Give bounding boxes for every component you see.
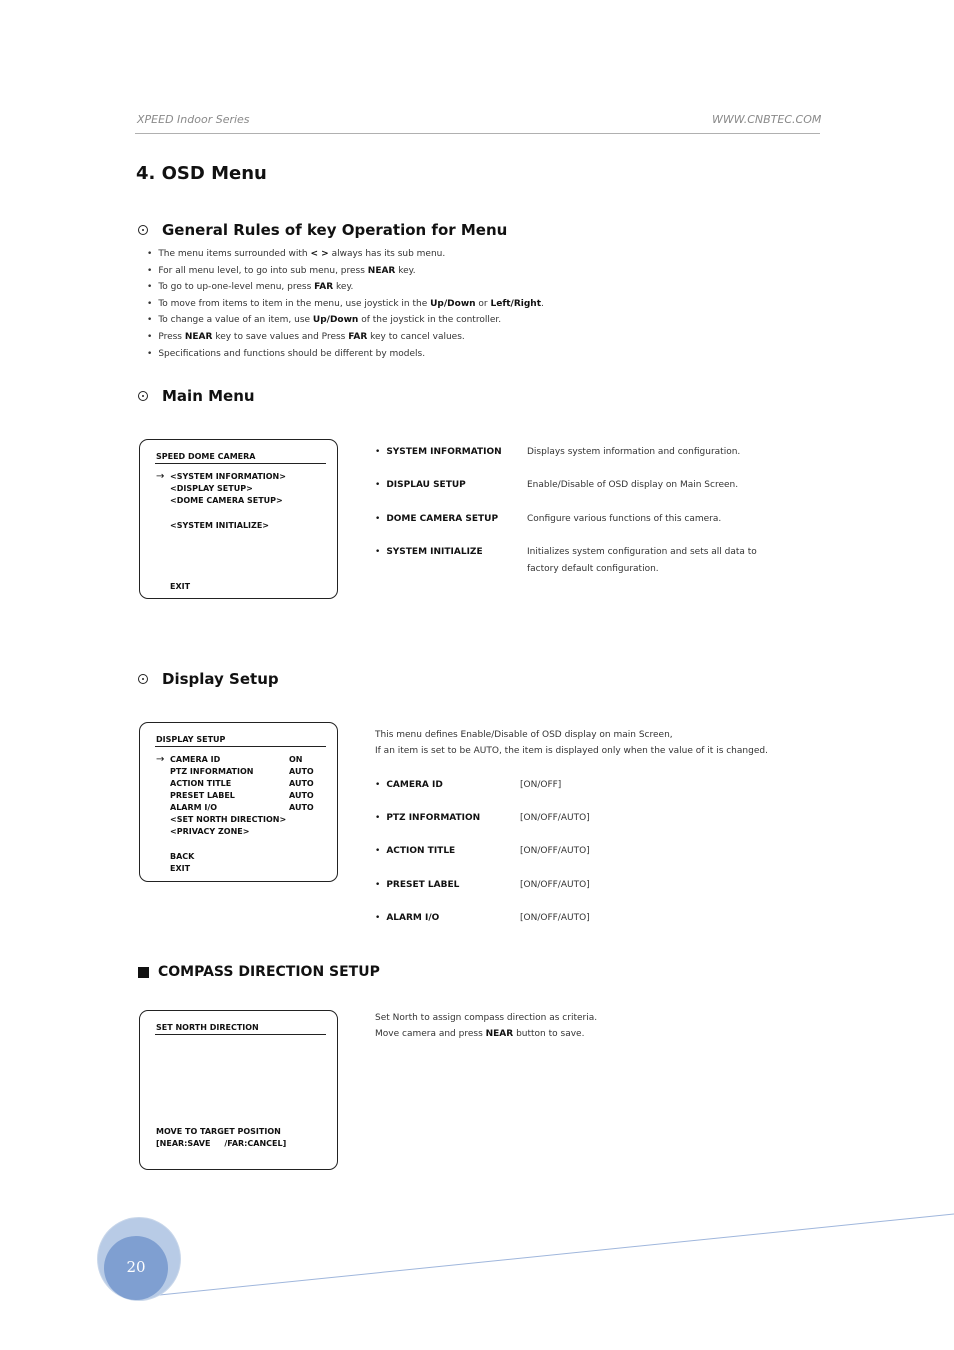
- square-bullet-icon: [138, 967, 149, 978]
- list-item: • For all menu level, to go into sub menu, press NEAR key.: [147, 263, 544, 280]
- section-general-rules: [138, 221, 507, 239]
- option-label: • CAMERA ID: [375, 780, 443, 790]
- option-label: • ALARM I/O: [375, 913, 439, 923]
- option-label: • ACTION TITLE: [375, 846, 455, 856]
- osd-divider: [155, 463, 326, 464]
- osd-value: AUTO: [289, 779, 314, 788]
- osd-item-exit: EXIT: [170, 582, 191, 591]
- compass-desc-2: Move camera and press NEAR button to save.: [375, 1029, 585, 1039]
- list-item: • To move from items to item in the menu, use joystick in the Up/Down or Left/Right.: [147, 296, 544, 313]
- osd-row-ptz-information: PTZ INFORMATION: [170, 767, 254, 776]
- osd-set-north-screen: [139, 1010, 338, 1170]
- osd-main-menu-screen: [139, 439, 338, 599]
- option-value: [ON/OFF/AUTO]: [520, 846, 590, 856]
- target-icon: [138, 674, 148, 684]
- osd-row-alarm-io: ALARM I/O: [170, 803, 218, 812]
- header-divider: [135, 133, 820, 134]
- osd-item-exit: EXIT: [170, 864, 191, 873]
- section-compass-direction: [138, 964, 380, 980]
- osd-value: AUTO: [289, 791, 314, 800]
- section-heading: Display Setup: [162, 670, 279, 688]
- section-heading: Main Menu: [162, 387, 255, 405]
- desc-text: Displays system information and configuration.: [527, 447, 741, 457]
- option-value: [ON/OFF/AUTO]: [520, 813, 590, 823]
- osd-item-dome-camera-setup: <DOME CAMERA SETUP>: [170, 496, 283, 505]
- osd-item-privacy-zone: <PRIVACY ZONE>: [170, 827, 250, 836]
- desc-text: Enable/Disable of OSD display on Main Screen.: [527, 480, 739, 490]
- list-item: • To go to up-one-level menu, press FAR key.: [147, 279, 544, 296]
- osd-title: DISPLAY SETUP: [156, 735, 226, 744]
- list-item: • Specifications and functions should be different by models.: [147, 346, 544, 363]
- option-label: • PRESET LABEL: [375, 880, 459, 890]
- compass-desc-1: Set North to assign compass direction as criteria.: [375, 1013, 598, 1023]
- option-value: [ON/OFF/AUTO]: [520, 880, 590, 890]
- osd-value: ON: [289, 755, 303, 764]
- section-heading: COMPASS DIRECTION SETUP: [158, 964, 380, 980]
- desc-label: • SYSTEM INFORMATION: [375, 447, 502, 457]
- osd-title: SPEED DOME CAMERA: [156, 452, 256, 461]
- osd-value: AUTO: [289, 767, 314, 776]
- osd-item-set-north-direction: <SET NORTH DIRECTION>: [170, 815, 287, 824]
- list-item: • Press NEAR key to save values and Press FAR key to cancel values.: [147, 329, 544, 346]
- desc-text-continued: factory default configuration.: [527, 564, 659, 574]
- rules-list: [147, 246, 544, 362]
- osd-item-system-information: <SYSTEM INFORMATION>: [170, 472, 286, 481]
- osd-item-back: BACK: [170, 852, 195, 861]
- osd-instruction: MOVE TO TARGET POSITION: [156, 1127, 281, 1136]
- desc-label: • DOME CAMERA SETUP: [375, 514, 498, 524]
- footer-line: [140, 1214, 954, 1297]
- target-icon: [138, 391, 148, 401]
- arrow-right-icon: →: [156, 754, 165, 765]
- page-number: 20: [104, 1236, 168, 1300]
- desc-text: Configure various functions of this camera.: [527, 514, 722, 524]
- section-main-menu: [138, 387, 255, 405]
- desc-label: • DISPLAU SETUP: [375, 480, 466, 490]
- page-title: 4. OSD Menu: [136, 163, 267, 184]
- osd-row-action-title: ACTION TITLE: [170, 779, 232, 788]
- desc-text: Initializes system configuration and sets all data to: [527, 547, 757, 557]
- osd-value: AUTO: [289, 803, 314, 812]
- osd-display-setup-screen: [139, 722, 338, 882]
- section-heading: General Rules of key Operation for Menu: [162, 221, 508, 239]
- osd-title: SET NORTH DIRECTION: [156, 1023, 259, 1032]
- display-setup-intro-1: This menu defines Enable/Disable of OSD display on main Screen,: [375, 730, 673, 740]
- osd-row-camera-id: CAMERA ID: [170, 755, 221, 764]
- header-website: WWW.CNBTEC.COM: [712, 113, 822, 126]
- header-series: XPEED Indoor Series: [137, 113, 250, 126]
- target-icon: [138, 225, 148, 235]
- display-setup-intro-2: If an item is set to be AUTO, the item is displayed only when the value of it is changed.: [375, 746, 768, 756]
- option-label: • PTZ INFORMATION: [375, 813, 480, 823]
- option-value: [ON/OFF/AUTO]: [520, 913, 590, 923]
- osd-divider: [155, 746, 326, 747]
- desc-label: • SYSTEM INITIALIZE: [375, 547, 483, 557]
- arrow-right-icon: →: [156, 471, 165, 482]
- option-value: [ON/OFF]: [520, 780, 562, 790]
- list-item: • The menu items surrounded with < > always has its sub menu.: [147, 246, 544, 263]
- list-item: • To change a value of an item, use Up/Down of the joystick in the controller.: [147, 312, 544, 329]
- osd-item-display-setup: <DISPLAY SETUP>: [170, 484, 253, 493]
- osd-item-system-initialize: <SYSTEM INITIALIZE>: [170, 521, 270, 530]
- osd-row-preset-label: PRESET LABEL: [170, 791, 235, 800]
- osd-key-hint: [NEAR:SAVE /FAR:CANCEL]: [156, 1139, 287, 1148]
- osd-divider: [155, 1034, 326, 1035]
- section-display-setup: [138, 670, 279, 688]
